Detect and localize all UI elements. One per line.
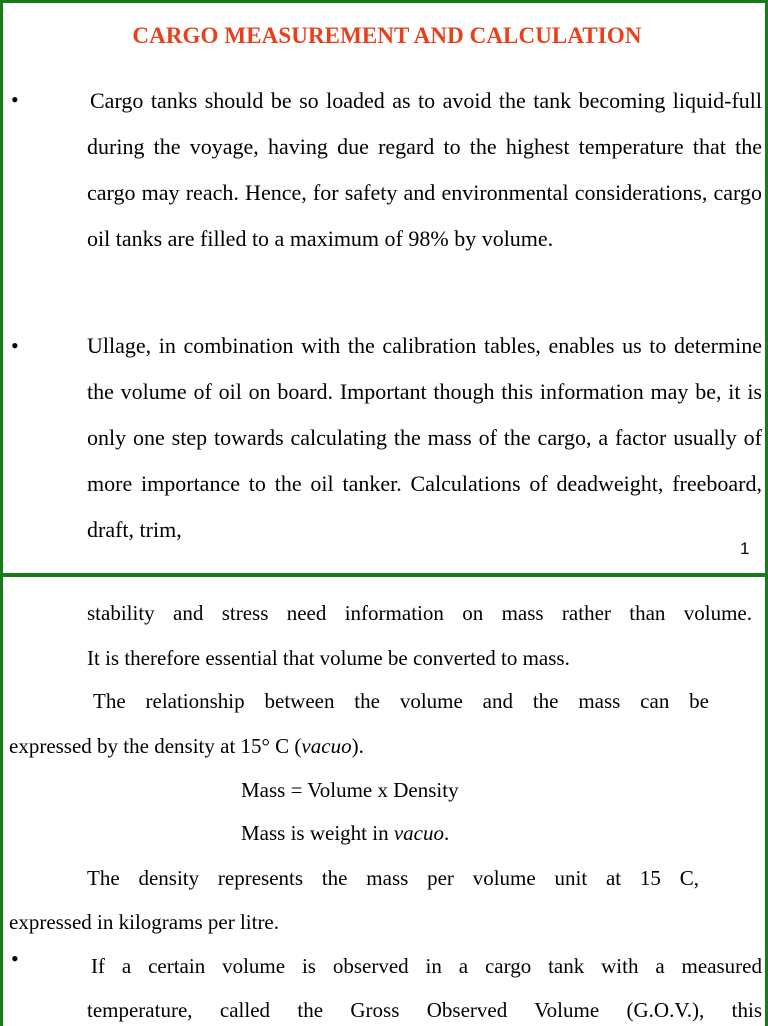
text-segment: expressed by the density at 15° C (	[9, 734, 302, 758]
slide-title: CARGO MEASUREMENT AND CALCULATION	[132, 23, 642, 48]
bullet-marker: •	[11, 87, 19, 112]
text-segment: Mass is weight in	[241, 821, 394, 845]
paragraph-text: Cargo tanks should be so loaded as to avoid the tank becoming liquid-full during the voyage, having due regard to the highest temperature that the cargo may reach. Hence, for safety and environmental considerations, cargo oil tanks are filled to a maximum of 98% by volume.	[87, 88, 762, 251]
bullet-marker: •	[11, 946, 19, 971]
paragraph-text: Ullage, in combination with the calibration tables, enables us to determine the volume of oil on board. Important though this information may be, it is only one step towards calculating the mass of the cargo, a factor usually of more importance to the oil tanker. Calculations of deadweight, freeboard, draft, trim,	[87, 333, 762, 542]
text-line: expressed in kilograms per litre.	[9, 910, 280, 934]
text-line: temperature, called the Gross Observed Volume (G.O.V.), this	[87, 998, 762, 1022]
formula-weight	[241, 811, 449, 855]
paragraph-tank-loading	[87, 78, 762, 262]
text-line: The relationship between the volume and the mass can be	[93, 689, 709, 713]
bullet-marker: •	[11, 333, 19, 358]
text-line: If a certain volume is observed in a cargo tank with a measured	[91, 954, 762, 978]
text-line: stability and stress need information on mass rather than volume.	[87, 601, 752, 625]
paragraph-ullage	[87, 323, 762, 553]
page-number: 1	[740, 539, 750, 558]
italic-term: vacuo	[301, 734, 352, 758]
slide-2	[0, 574, 768, 1026]
text-segment: .	[444, 821, 450, 845]
formula-mass: Mass = Volume x Density	[241, 778, 459, 802]
text-line: The density represents the mass per volume unit at 15 C,	[87, 866, 699, 890]
italic-term: vacuo	[393, 821, 444, 845]
text-segment: ).	[351, 734, 364, 758]
text-line	[9, 724, 364, 768]
text-line: It is therefore essential that volume be converted to mass.	[87, 646, 570, 670]
